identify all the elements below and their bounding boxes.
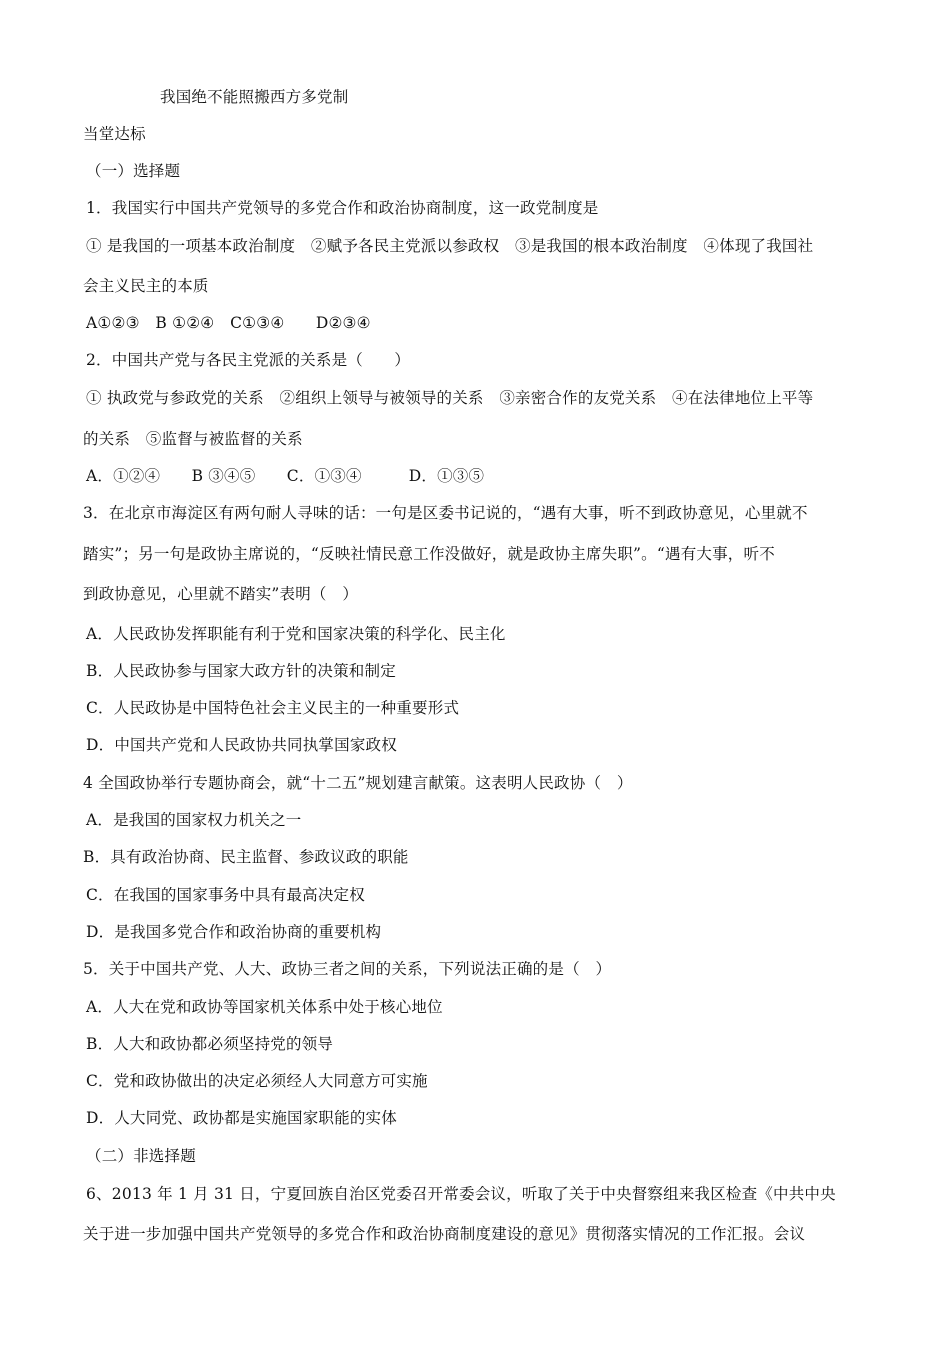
q6-line1: 6、2013 年 1 月 31 日，宁夏回族自治区党委召开常委会议，听取了关于中央督察组来我区检查《中共中央 xyxy=(86,1185,836,1203)
section-title: 当堂达标 xyxy=(83,125,146,143)
q4-stem: 4 全国政协举行专题协商会，就“十二五”规划建言献策。这表明人民政协（ ） xyxy=(83,774,633,792)
q1-statements-line2: 会主义民主的本质 xyxy=(83,277,209,295)
q1-statements-line1: ① 是我国的一项基本政治制度 ②赋予各民主党派以参政权 ③是我国的根本政治制度 ④体现了我国社 xyxy=(86,237,814,255)
q3-option-c: C．人民政协是中国特色社会主义民主的一种重要形式 xyxy=(86,699,460,717)
q2-statements-line1: ① 执政党与参政党的关系 ②组织上领导与被领导的关系 ③亲密合作的友党关系 ④在法律地位上平等 xyxy=(86,389,814,407)
q2-statements-line2: 的关系 ⑤监督与被监督的关系 xyxy=(83,430,303,448)
q5-option-d: D．人大同党、政协都是实施国家职能的实体 xyxy=(86,1109,397,1127)
q3-option-b: B．人民政协参与国家大政方针的决策和制定 xyxy=(86,662,396,680)
q3-stem-line3: 到政协意见，心里就不踏实”表明（ ） xyxy=(83,585,359,603)
document-heading: 我国绝不能照搬西方多党制 xyxy=(160,88,349,106)
q1-options: A①②③ B ①②④ C①③④ D②③④ xyxy=(86,314,371,332)
q4-option-d: D．是我国多党合作和政治协商的重要机构 xyxy=(86,923,382,941)
q5-stem: 5．关于中国共产党、人大、政协三者之间的关系，下列说法正确的是（ ） xyxy=(83,960,612,978)
q3-stem-line2: 踏实”；另一句是政协主席说的，“反映社情民意工作没做好，就是政协主席失职”。“遇有大事，听不 xyxy=(83,545,775,563)
q3-option-a: A．人民政协发挥职能有利于党和国家决策的科学化、民主化 xyxy=(86,625,506,643)
q5-option-c: C．党和政协做出的决定必须经人大同意方可实施 xyxy=(86,1072,428,1090)
q4-option-c: C．在我国的国家事务中具有最高决定权 xyxy=(86,886,365,904)
q4-option-b: B．具有政治协商、民主监督、参政议政的职能 xyxy=(83,848,409,866)
q3-option-d: D．中国共产党和人民政协共同执掌国家政权 xyxy=(86,736,397,754)
q5-option-b: B．人大和政协都必须坚持党的领导 xyxy=(86,1035,334,1053)
part2-title: （二）非选择题 xyxy=(86,1147,196,1165)
q5-option-a: A．人大在党和政协等国家机关体系中处于核心地位 xyxy=(86,998,443,1016)
q4-option-a: A．是我国的国家权力机关之一 xyxy=(86,811,302,829)
q2-options: A．①②④ B ③④⑤ C．①③④ D．①③⑤ xyxy=(86,467,485,485)
q2-stem: 2．中国共产党与各民主党派的关系是（ ） xyxy=(86,351,411,369)
q1-stem: 1．我国实行中国共产党领导的多党合作和政治协商制度，这一政党制度是 xyxy=(86,199,599,217)
part1-title: （一）选择题 xyxy=(86,162,181,180)
q3-stem-line1: 3．在北京市海淀区有两句耐人寻味的话：一句是区委书记说的，“遇有大事，听不到政协意见，心里就不 xyxy=(83,504,808,522)
q6-line2: 关于进一步加强中国共产党领导的多党合作和政治协商制度建设的意见》贯彻落实情况的工作汇报。会议 xyxy=(83,1225,806,1243)
